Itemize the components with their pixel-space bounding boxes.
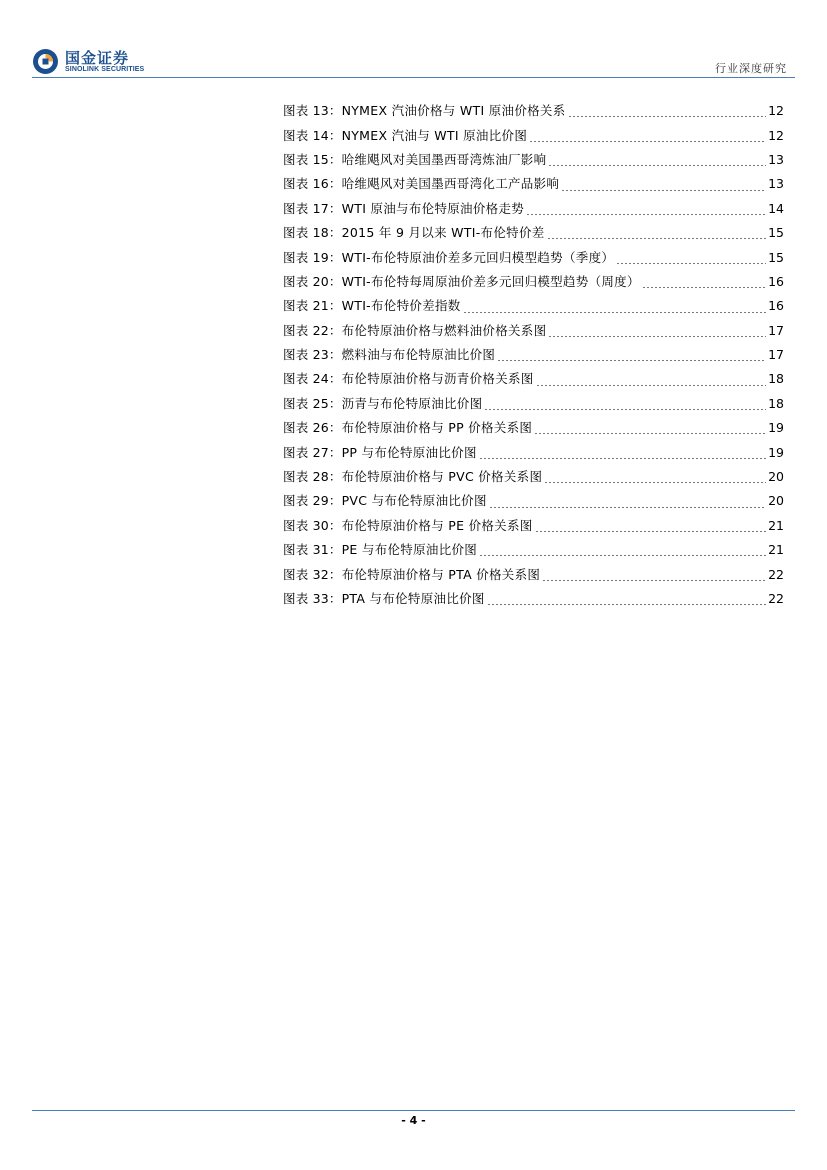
toc-entry[interactable] bbox=[283, 148, 784, 172]
toc-entry[interactable] bbox=[283, 99, 784, 123]
toc-leader-dots bbox=[536, 384, 766, 387]
toc-entry-title: WTI 原油与布伦特原油价格走势 bbox=[341, 200, 525, 216]
toc-entry-page: 18 bbox=[768, 371, 784, 387]
toc-entry-label: 图表 30： bbox=[283, 517, 342, 533]
toc-leader-dots bbox=[642, 286, 766, 289]
toc-leader-dots bbox=[479, 554, 766, 557]
toc-entry-page: 16 bbox=[768, 298, 784, 314]
toc-entry-title: PVC 与布伦特原油比价图 bbox=[341, 493, 487, 509]
toc-entry-title: 布伦特原油价格与 PE 价格关系图 bbox=[341, 517, 533, 533]
toc-entry-title: 哈维飓风对美国墨西哥湾炼油厂影响 bbox=[341, 151, 547, 167]
toc-entry-page: 12 bbox=[768, 103, 784, 119]
toc-entry-label: 图表 23： bbox=[283, 347, 342, 363]
toc-entry[interactable] bbox=[283, 538, 784, 562]
toc-entry-label: 图表 19： bbox=[283, 249, 342, 265]
toc-entry-page: 19 bbox=[768, 420, 784, 436]
toc-entry-page: 16 bbox=[768, 273, 784, 289]
toc-entry-title: NYMEX 汽油价格与 WTI 原油价格关系 bbox=[341, 103, 566, 119]
toc-entry-page: 20 bbox=[768, 493, 784, 509]
toc-leader-dots bbox=[568, 115, 767, 118]
header-divider bbox=[32, 77, 795, 78]
toc-entry[interactable] bbox=[283, 489, 784, 513]
toc-entry-title: WTI-布伦特价差指数 bbox=[341, 298, 461, 314]
toc-entry-label: 图表 33： bbox=[283, 591, 342, 606]
toc-entry-label: 图表 16： bbox=[283, 176, 342, 192]
toc-entry-page: 22 bbox=[768, 591, 784, 606]
toc-leader-dots bbox=[534, 432, 766, 435]
toc-entry-title: 布伦特原油价格与燃料油价格关系图 bbox=[341, 322, 547, 338]
toc-entry[interactable] bbox=[283, 123, 784, 147]
toc-entry-label: 图表 18： bbox=[283, 225, 342, 241]
toc-entry-page: 17 bbox=[768, 322, 784, 338]
page-number: - 4 - bbox=[401, 1114, 426, 1127]
toc-entry-page: 18 bbox=[768, 395, 784, 411]
toc-entry-label: 图表 31： bbox=[283, 542, 342, 558]
toc-leader-dots bbox=[463, 311, 767, 314]
toc-entry[interactable] bbox=[283, 465, 784, 489]
toc-entry-title: 2015 年 9 月以来 WTI-布伦特价差 bbox=[341, 225, 545, 241]
toc-entry-title: PP 与布伦特原油比价图 bbox=[341, 444, 477, 460]
toc-entry-label: 图表 13： bbox=[283, 103, 342, 119]
toc-entry-title: 布伦特原油价格与沥青价格关系图 bbox=[341, 371, 534, 387]
toc-entry-label: 图表 32： bbox=[283, 566, 342, 582]
toc-entry-title: 哈维飓风对美国墨西哥湾化工产品影响 bbox=[341, 176, 560, 192]
toc-entry-title: WTI-布伦特原油价差多元回归模型趋势（季度） bbox=[341, 249, 615, 265]
toc-entry-label: 图表 28： bbox=[283, 469, 342, 485]
toc-leader-dots bbox=[561, 189, 766, 192]
toc-entry[interactable] bbox=[283, 562, 784, 586]
toc-leader-dots bbox=[544, 481, 766, 484]
toc-entry[interactable] bbox=[283, 270, 784, 294]
toc-entry-title: 布伦特原油价格与 PP 价格关系图 bbox=[341, 420, 533, 436]
toc-entry-label: 图表 24： bbox=[283, 371, 342, 387]
company-logo bbox=[32, 46, 152, 78]
toc-entry[interactable] bbox=[283, 392, 784, 416]
toc-entry-page: 13 bbox=[768, 151, 784, 167]
toc-leader-dots bbox=[616, 262, 766, 265]
toc-entry-title: PTA 与布伦特原油比价图 bbox=[341, 591, 485, 606]
toc-entry-label: 图表 27： bbox=[283, 444, 342, 460]
toc-entry-page: 19 bbox=[768, 444, 784, 460]
toc-entry[interactable] bbox=[283, 172, 784, 196]
toc-entry-title: 布伦特原油价格与 PVC 价格关系图 bbox=[341, 469, 543, 485]
toc-entry-label: 图表 22： bbox=[283, 322, 342, 338]
toc-entry-label: 图表 17： bbox=[283, 200, 342, 216]
sinolink-logo-icon bbox=[32, 48, 59, 75]
toc-entry-title: 燃料油与布伦特原油比价图 bbox=[341, 347, 496, 363]
toc-entry-label: 图表 21： bbox=[283, 298, 342, 314]
toc-entry-page: 21 bbox=[768, 517, 784, 533]
toc-entry-page: 20 bbox=[768, 469, 784, 485]
logo-english-text: SINOLINK SECURITIES bbox=[65, 66, 145, 73]
toc-entry[interactable] bbox=[283, 221, 784, 245]
toc-leader-dots bbox=[547, 237, 767, 240]
toc-leader-dots bbox=[497, 359, 766, 362]
toc-leader-dots bbox=[535, 530, 767, 533]
toc-entry-title: 沥青与布伦特原油比价图 bbox=[341, 395, 483, 411]
toc-entry-page: 15 bbox=[768, 225, 784, 241]
toc-leader-dots bbox=[529, 140, 766, 143]
toc-leader-dots bbox=[548, 335, 766, 338]
toc-entry[interactable] bbox=[283, 343, 784, 367]
toc-entry-title: 布伦特原油价格与 PTA 价格关系图 bbox=[341, 566, 541, 582]
toc-leader-dots bbox=[484, 408, 766, 411]
toc-entry-page: 14 bbox=[768, 200, 784, 216]
toc-entry-page: 15 bbox=[768, 249, 784, 265]
toc-entry-page: 17 bbox=[768, 347, 784, 363]
toc-leader-dots bbox=[487, 603, 766, 606]
page-header bbox=[0, 0, 827, 80]
toc-entry-title: NYMEX 汽油与 WTI 原油比价图 bbox=[341, 127, 528, 143]
figure-index-list bbox=[283, 99, 784, 611]
toc-entry-label: 图表 20： bbox=[283, 273, 342, 289]
toc-leader-dots bbox=[526, 213, 766, 216]
toc-entry-label: 图表 14： bbox=[283, 127, 342, 143]
logo-chinese-text: 国金证券 bbox=[65, 49, 130, 67]
toc-entry-label: 图表 29： bbox=[283, 493, 342, 509]
toc-entry[interactable] bbox=[283, 245, 784, 269]
toc-entry-title: PE 与布伦特原油比价图 bbox=[341, 542, 478, 558]
toc-entry-label: 图表 15： bbox=[283, 151, 342, 167]
toc-entry[interactable] bbox=[283, 367, 784, 391]
toc-leader-dots bbox=[479, 457, 766, 460]
toc-entry[interactable] bbox=[283, 440, 784, 464]
toc-entry-page: 12 bbox=[768, 127, 784, 143]
report-type: 行业深度研究 bbox=[715, 62, 787, 75]
toc-entry-label: 图表 25： bbox=[283, 395, 342, 411]
toc-entry[interactable] bbox=[283, 294, 784, 318]
toc-entry-page: 13 bbox=[768, 176, 784, 192]
toc-leader-dots bbox=[489, 506, 766, 509]
footer-divider bbox=[32, 1110, 795, 1111]
toc-entry[interactable] bbox=[283, 319, 784, 343]
toc-entry-page: 21 bbox=[768, 542, 784, 558]
toc-leader-dots bbox=[542, 579, 766, 582]
toc-entry[interactable] bbox=[283, 514, 784, 538]
toc-entry[interactable] bbox=[283, 197, 784, 221]
toc-entry-label: 图表 26： bbox=[283, 420, 342, 436]
toc-entry[interactable] bbox=[283, 587, 784, 611]
toc-entry-title: WTI-布伦特每周原油价差多元回归模型趋势（周度） bbox=[341, 273, 640, 289]
toc-leader-dots bbox=[548, 164, 766, 167]
toc-entry-page: 22 bbox=[768, 566, 784, 582]
toc-entry[interactable] bbox=[283, 416, 784, 440]
